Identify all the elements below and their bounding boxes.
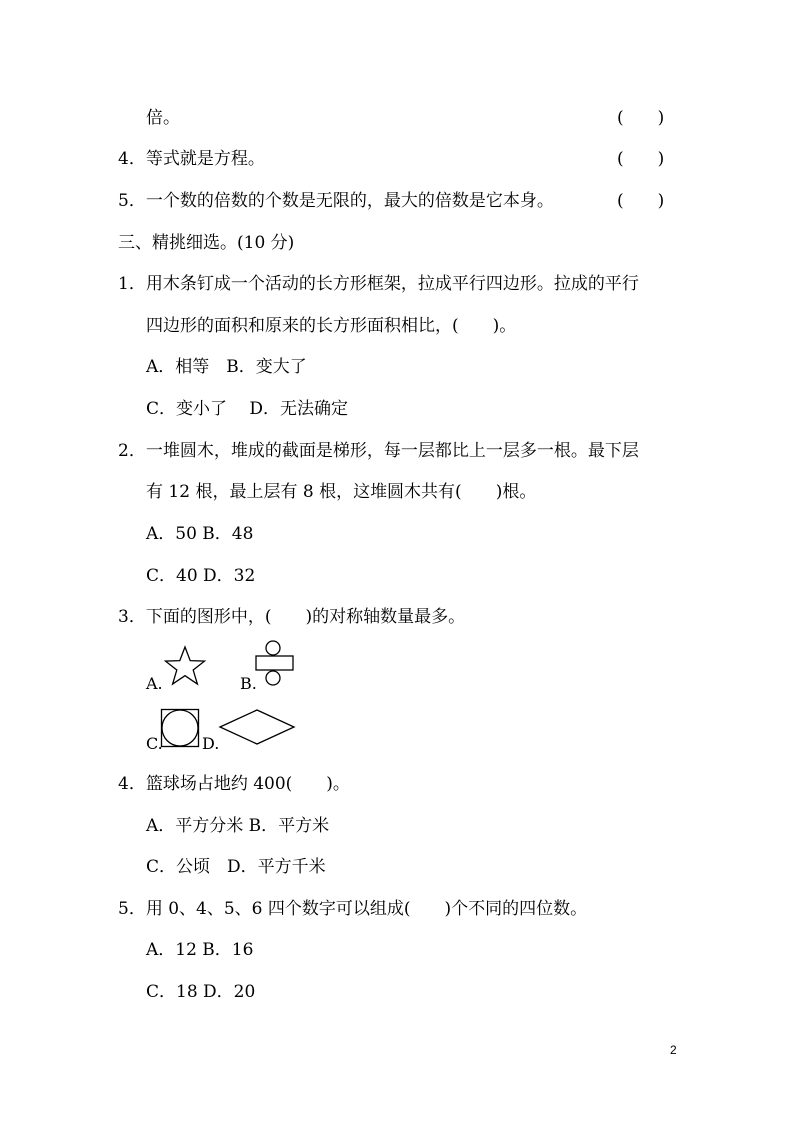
- rectangle-with-circles-figure: [254, 638, 296, 690]
- q2-options-cd: C．40 D．32: [146, 566, 256, 586]
- q3-option-d-label: D.: [202, 734, 220, 753]
- q2-line1: 2．一堆圆木，堆成的截面是梯形，每一层都比上一层多一根。最下层: [118, 441, 639, 461]
- q5-line1: 5．用 0、4、5、6 四个数字可以组成( )个不同的四位数。: [118, 899, 588, 919]
- q1-options-cd: C．变小了 D．无法确定: [146, 399, 349, 419]
- q1-options-ab: A．相等 B．变大了: [146, 357, 307, 377]
- rhombus-figure: [218, 708, 296, 746]
- q1-line1: 1．用木条钉成一个活动的长方形框架，拉成平行四边形。拉成的平行: [118, 274, 639, 294]
- q2-line2: 有 12 根，最上层有 8 根，这堆圆木共有( )根。: [146, 482, 537, 502]
- judge-4: 4．等式就是方程。: [118, 149, 265, 169]
- q3-line1: 3．下面的图形中，( )的对称轴数量最多。: [118, 607, 466, 627]
- q5-options-ab: A．12 B．16: [146, 940, 254, 960]
- q5-options-cd: C．18 D．20: [146, 982, 256, 1002]
- q1-line2: 四边形的面积和原来的长方形面积相比，( )。: [146, 316, 517, 336]
- judge-4-answer-paren: ( ): [617, 149, 665, 169]
- circle-in-square-figure: [160, 708, 202, 750]
- q4-line1: 4．篮球场占地约 400( )。: [118, 774, 350, 794]
- q3-option-c-label: C.: [146, 734, 163, 753]
- q3-option-a-label: A.: [146, 674, 163, 693]
- q3-option-b-label: B.: [240, 674, 257, 693]
- q2-options-ab: A．50 B．48: [146, 524, 254, 544]
- judge-3-tail: 倍。: [146, 108, 180, 128]
- star-figure: [163, 645, 207, 689]
- section-3-heading: 三、精挑细选。(10 分): [118, 233, 295, 253]
- q4-options-cd: C．公顷 D．平方千米: [146, 857, 326, 877]
- judge-5-answer-paren: ( ): [617, 191, 665, 211]
- page-number: 2: [670, 1043, 677, 1057]
- judge-5: 5．一个数的倍数的个数是无限的，最大的倍数是它本身。: [118, 191, 554, 211]
- judge-3-answer-paren: ( ): [617, 108, 665, 128]
- q4-options-ab: A．平方分米 B．平方米: [146, 816, 330, 836]
